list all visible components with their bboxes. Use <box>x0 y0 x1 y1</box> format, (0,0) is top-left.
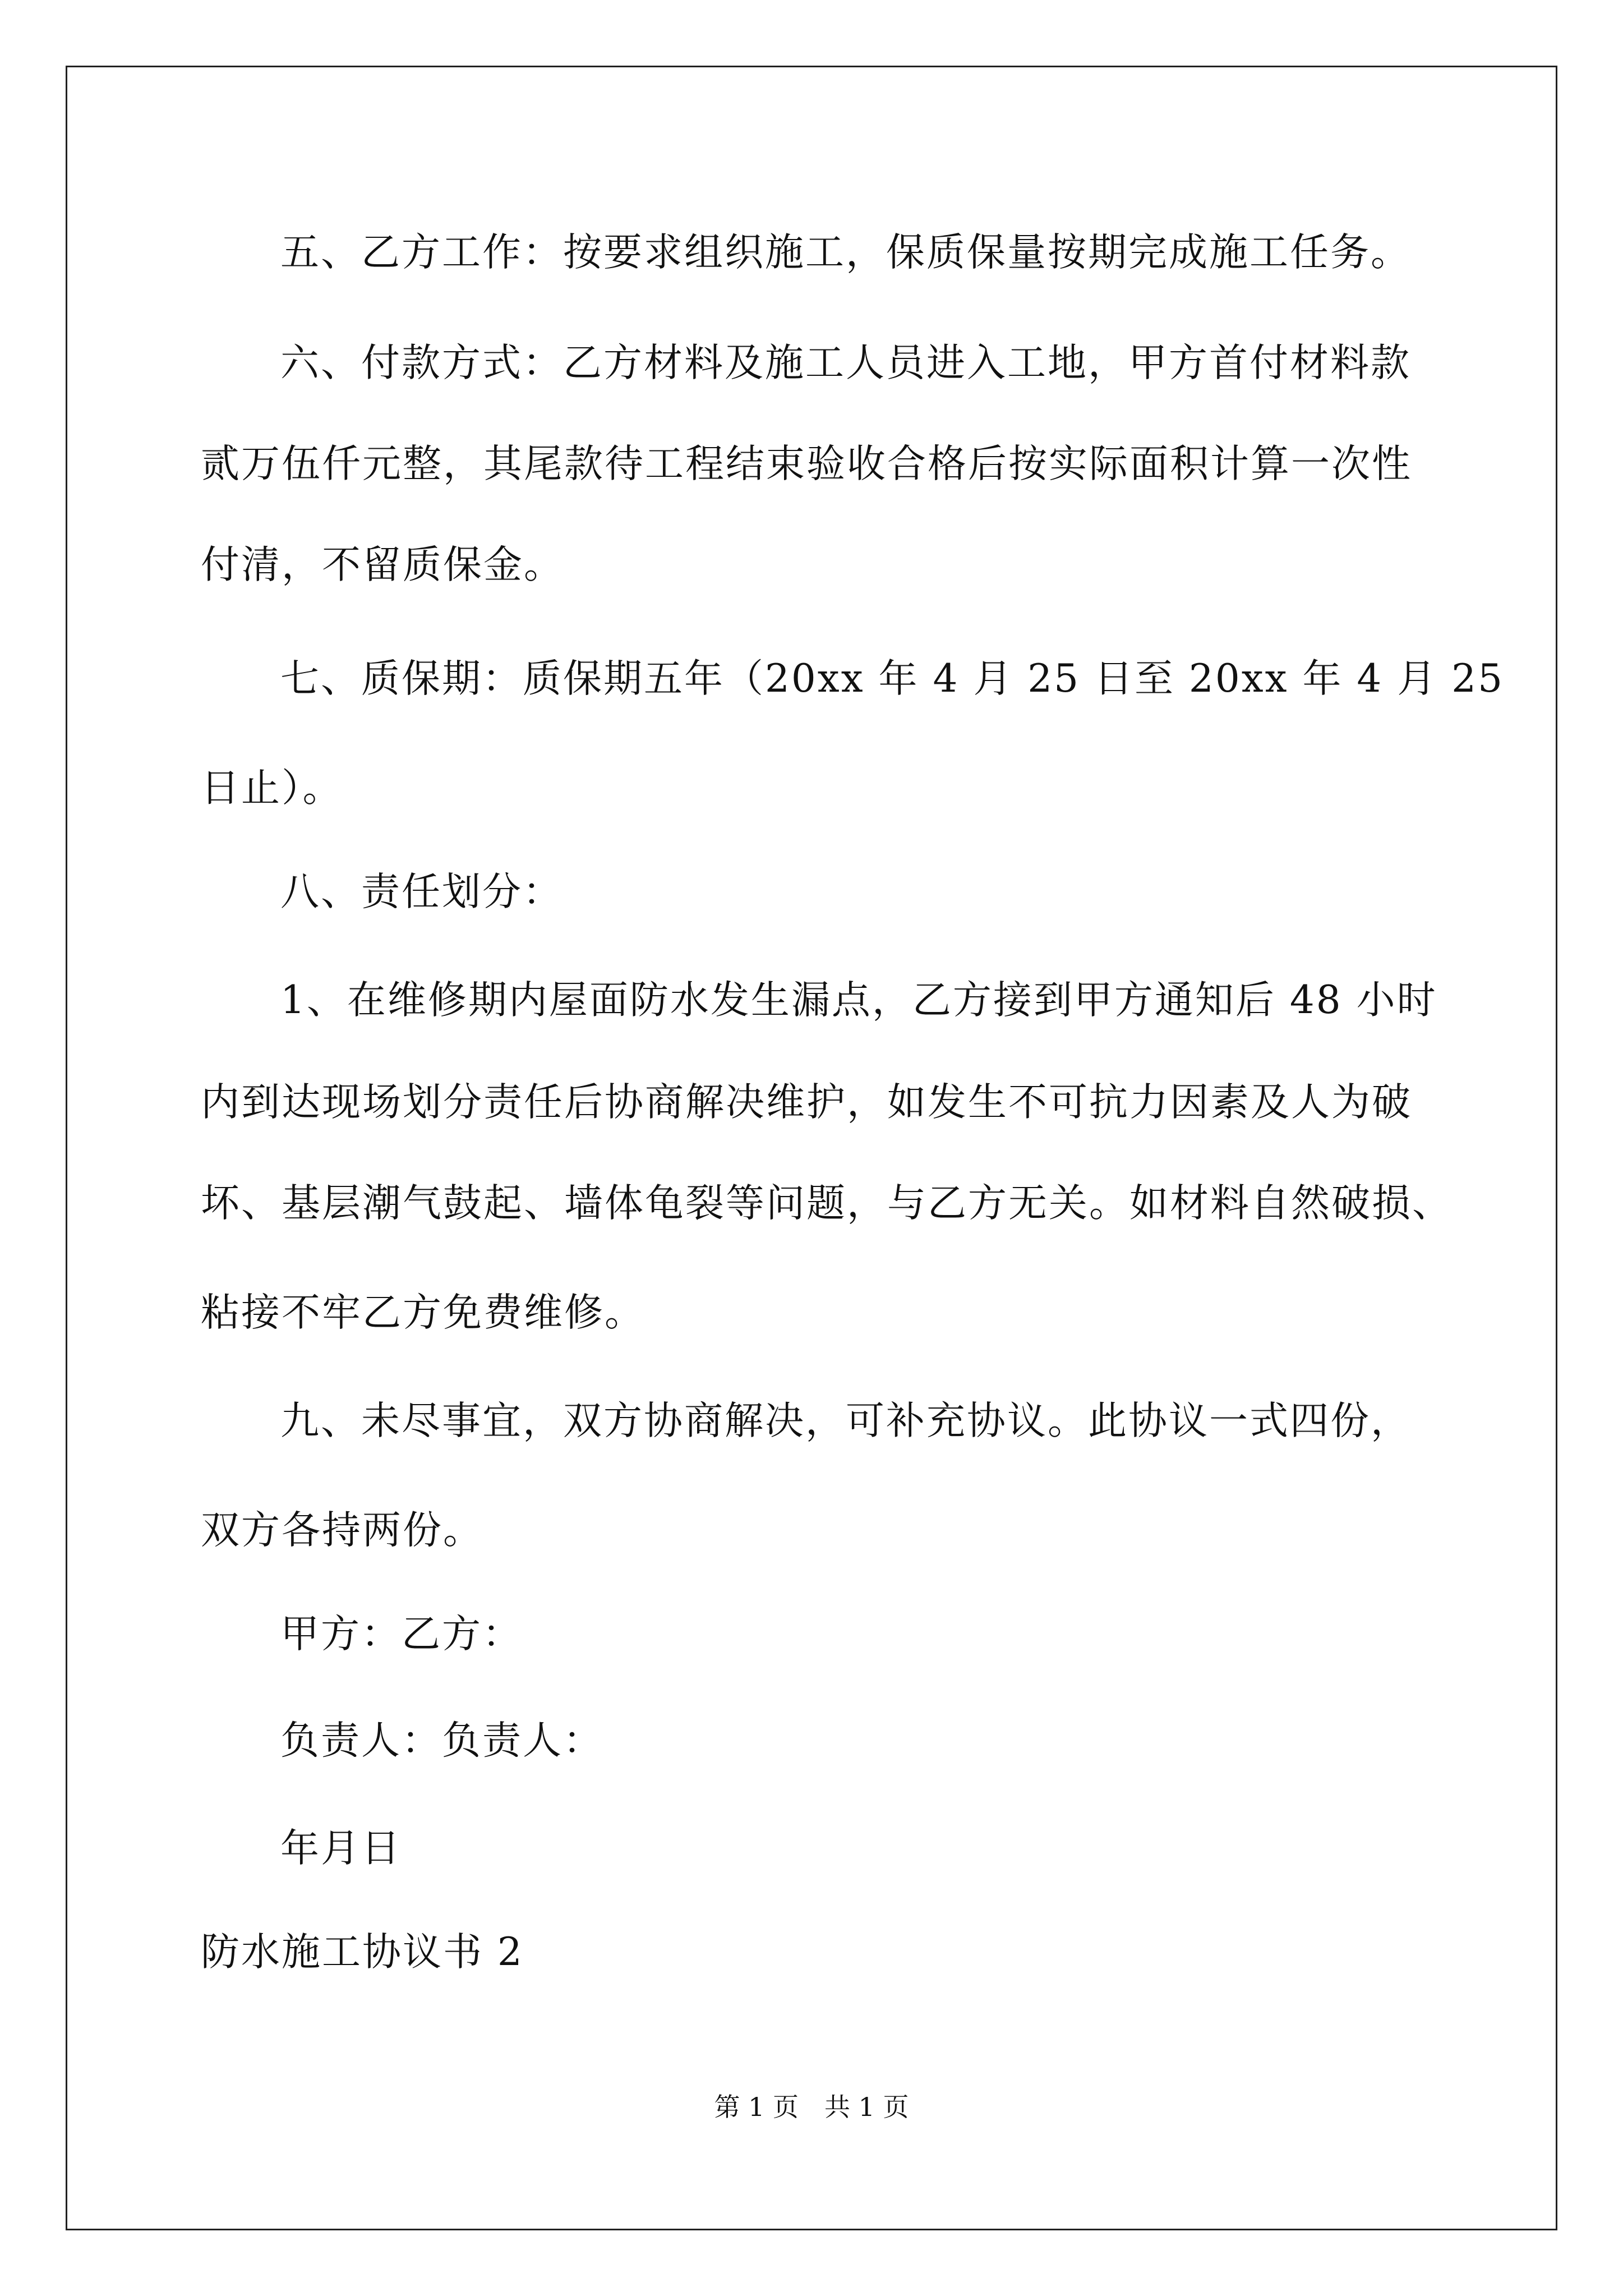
clause-6-line-2: 贰万伍仟元整，其尾款待工程结束验收合格后按实际面积计算一次性 <box>201 441 1412 486</box>
page-footer <box>0 2091 1623 2123</box>
clause-8-1-line-4: 粘接不牢乙方免费维修。 <box>201 1290 645 1335</box>
clause-8-heading: 八、责任划分： <box>280 869 563 914</box>
page-total: 共 1 页 <box>824 2092 909 2122</box>
section-title: 防水施工协议书 2 <box>201 1930 524 1975</box>
clause-8-1-line-2: 内到达现场划分责任后协商解决维护，如发生不可抗力因素及人为破 <box>201 1080 1412 1125</box>
clause-5: 五、乙方工作：按要求组织施工，保质保量按期完成施工任务。 <box>280 230 1411 275</box>
page-border <box>66 66 1557 2230</box>
clause-6-line-3: 付清，不留质保金。 <box>201 542 564 587</box>
party-signatures: 甲方：乙方： <box>280 1612 523 1657</box>
responsible-persons: 负责人：负责人： <box>280 1718 603 1763</box>
clause-8-1-line-1: 1、在维修期内屋面防水发生漏点，乙方接到甲方通知后 48 小时 <box>280 978 1437 1023</box>
clause-9-line-1: 九、未尽事宜，双方协商解决，可补充协议。此协议一式四份， <box>280 1398 1411 1443</box>
clause-8-1-line-3: 坏、基层潮气鼓起、墙体龟裂等问题，与乙方无关。如材料自然破损、 <box>201 1181 1453 1226</box>
clause-7-line-1: 七、质保期：质保期五年（20xx 年 4 月 25 日至 20xx 年 4 月 25 <box>280 656 1504 701</box>
date-line: 年月日 <box>280 1826 402 1871</box>
clause-6-line-1: 六、付款方式：乙方材料及施工人员进入工地，甲方首付材料款 <box>280 341 1411 385</box>
clause-7-line-2: 日止）。 <box>201 766 343 811</box>
page-number: 第 1 页 <box>714 2092 799 2122</box>
clause-9-line-2: 双方各持两份。 <box>201 1508 483 1553</box>
